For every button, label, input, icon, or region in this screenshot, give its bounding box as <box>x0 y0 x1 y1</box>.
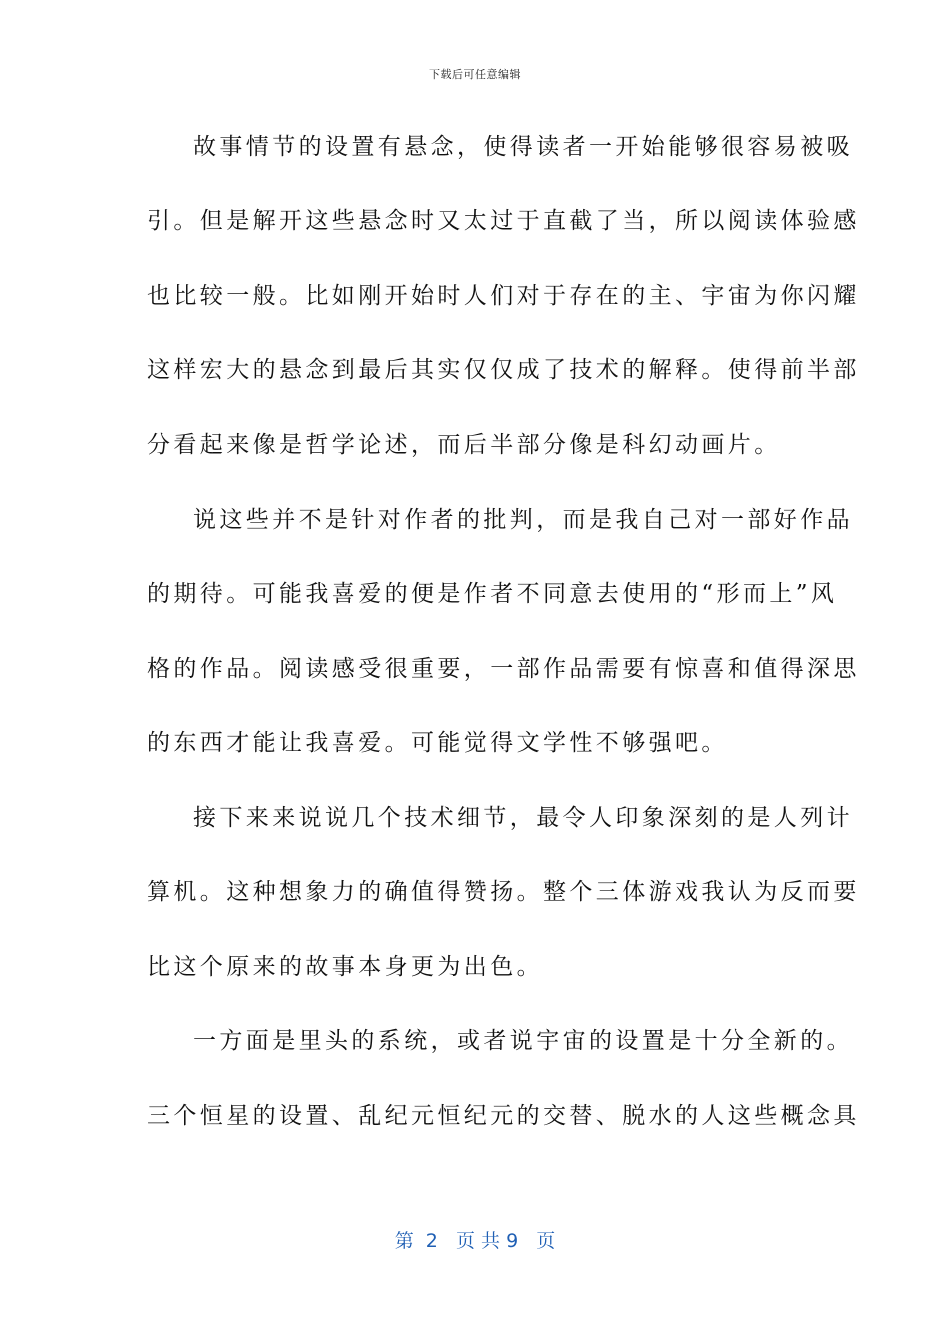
text-line: 这样宏大的悬念到最后其实仅仅成了技术的解释。使得前半部 <box>147 357 860 383</box>
text-line: 的东西才能让我喜爱。可能觉得文学性不够强吧。 <box>147 730 728 756</box>
text-line: 接下来来说说几个技术细节，最令人印象深刻的是人列计 <box>193 805 853 831</box>
page-header: 下载后可任意编辑 <box>429 68 521 81</box>
text-line: 算机。这种想象力的确值得赞扬。整个三体游戏我认为反而要 <box>147 879 860 905</box>
text-line: 比这个原来的故事本身更为出色。 <box>147 954 543 980</box>
text-line: 引。但是解开这些悬念时又太过于直截了当，所以阅读体验感 <box>147 208 860 234</box>
page-number-footer: 第 2 页 共 9 页 <box>394 1230 556 1252</box>
text-line: 一方面是里头的系统，或者说宇宙的设置是十分全新的。 <box>193 1028 853 1054</box>
text-line: 说这些并不是针对作者的批判，而是我自己对一部好作品 <box>193 507 853 533</box>
text-line: 分看起来像是哲学论述，而后半部分像是科幻动画片。 <box>147 432 781 458</box>
text-line: 故事情节的设置有悬念，使得读者一开始能够很容易被吸 <box>193 134 853 160</box>
text-line: 三个恒星的设置、乱纪元恒纪元的交替、脱水的人这些概念具 <box>147 1103 860 1129</box>
text-line: 的期待。可能我喜爱的便是作者不同意去使用的“形而上”风 <box>147 581 838 607</box>
text-line: 格的作品。阅读感受很重要，一部作品需要有惊喜和值得深思 <box>147 656 860 682</box>
text-line: 也比较一般。比如刚开始时人们对于存在的主、宇宙为你闪耀 <box>147 283 860 309</box>
